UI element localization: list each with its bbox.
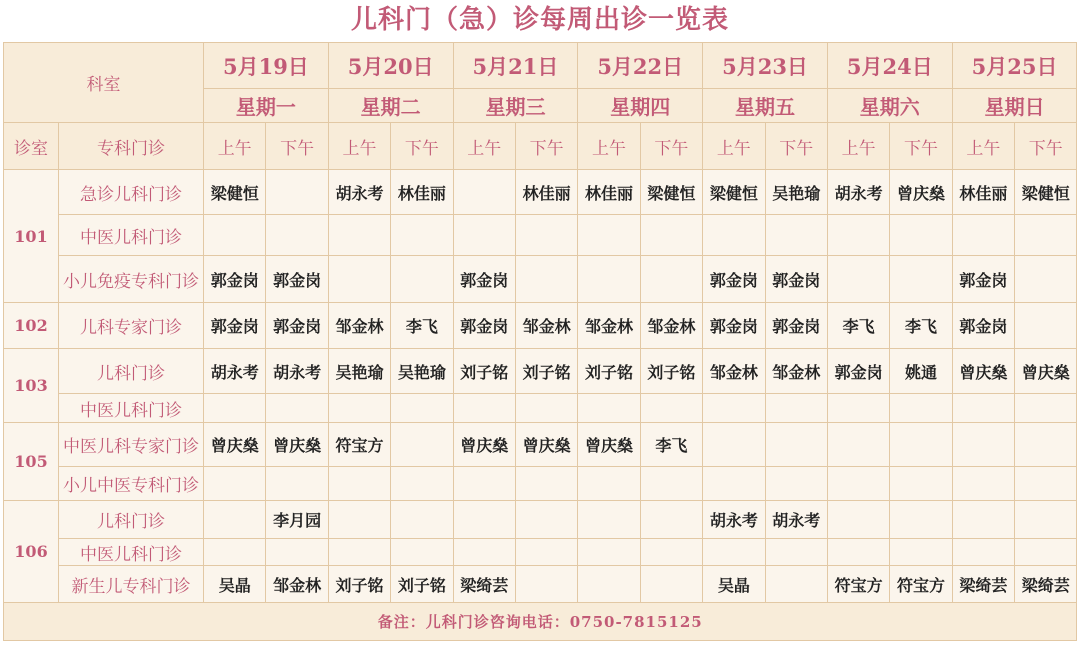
weekday-header: 星期六 [827,89,952,123]
doctor-cell [453,539,515,566]
doctor-cell [204,539,266,566]
doctor-cell: 曾庆燊 [952,349,1014,394]
clinic-name: 中医儿科门诊 [59,539,204,566]
table-row [4,303,1077,349]
table-row [4,394,1077,423]
room-number: 106 [4,501,59,603]
doctor-cell [1015,501,1077,539]
doctor-cell [703,423,765,467]
doctor-cell [1015,539,1077,566]
doctor-cell [266,170,328,215]
doctor-cell [266,467,328,501]
pm-header: 下午 [1015,123,1077,170]
doctor-cell [515,467,577,501]
doctor-cell: 曾庆燊 [1015,349,1077,394]
table-row [4,349,1077,394]
doctor-cell [890,423,952,467]
doctor-cell: 李飞 [640,423,702,467]
weekday-header: 星期一 [204,89,329,123]
doctor-cell [578,215,640,256]
doctor-cell: 林佳丽 [952,170,1014,215]
weekday-header: 星期三 [453,89,578,123]
doctor-cell [640,566,702,603]
doctor-cell [266,394,328,423]
doctor-cell: 林佳丽 [391,170,453,215]
doctor-cell: 吴艳瑜 [391,349,453,394]
doctor-cell: 胡永考 [827,170,889,215]
doctor-cell: 李飞 [391,303,453,349]
doctor-cell [328,215,390,256]
doctor-cell: 邹金林 [515,303,577,349]
pm-header: 下午 [890,123,952,170]
doctor-cell [328,501,390,539]
pm-header: 下午 [391,123,453,170]
doctor-cell: 刘子铭 [515,349,577,394]
doctor-cell: 郭金岗 [952,256,1014,303]
doctor-cell [266,215,328,256]
doctor-cell: 曾庆燊 [578,423,640,467]
specialty-header: 专科门诊 [59,123,204,170]
doctor-cell: 李飞 [890,303,952,349]
doctor-cell [827,539,889,566]
clinic-name: 儿科门诊 [59,501,204,539]
pm-header: 下午 [515,123,577,170]
doctor-cell [266,539,328,566]
am-header: 上午 [703,123,765,170]
doctor-cell [328,256,390,303]
table-row [4,566,1077,603]
doctor-cell: 郭金岗 [204,303,266,349]
doctor-cell [578,501,640,539]
doctor-cell [640,256,702,303]
doctor-cell [952,539,1014,566]
clinic-name: 小儿免疫专科门诊 [59,256,204,303]
doctor-cell [453,394,515,423]
doctor-cell: 曾庆燊 [266,423,328,467]
doctor-cell [703,215,765,256]
doctor-cell [453,501,515,539]
doctor-cell: 吴晶 [204,566,266,603]
doctor-cell [391,215,453,256]
doctor-cell [391,501,453,539]
doctor-cell [952,467,1014,501]
am-header: 上午 [453,123,515,170]
doctor-cell [1015,467,1077,501]
doctor-cell: 符宝方 [890,566,952,603]
doctor-cell: 吴艳瑜 [328,349,390,394]
doctor-cell [765,566,827,603]
doctor-cell [703,539,765,566]
doctor-cell [890,394,952,423]
doctor-cell: 邹金林 [578,303,640,349]
doctor-cell: 邹金林 [266,566,328,603]
doctor-cell [765,423,827,467]
room-number: 103 [4,349,59,423]
doctor-cell [1015,303,1077,349]
clinic-name: 急诊儿科门诊 [59,170,204,215]
pm-header: 下午 [765,123,827,170]
doctor-cell: 郭金岗 [453,303,515,349]
doctor-cell: 曾庆燊 [204,423,266,467]
doctor-cell: 郭金岗 [204,256,266,303]
page-title: 儿科门（急）诊每周出诊一览表 [350,5,729,35]
doctor-cell [391,467,453,501]
doctor-cell [515,215,577,256]
doctor-cell [827,501,889,539]
doctor-cell [515,539,577,566]
doctor-cell [1015,394,1077,423]
doctor-cell: 曾庆燊 [515,423,577,467]
doctor-cell [515,566,577,603]
doctor-cell [328,467,390,501]
weekday-header: 星期二 [328,89,453,123]
doctor-cell: 曾庆燊 [453,423,515,467]
schedule-table [3,42,1077,641]
date-header: 5月25日 [952,43,1077,89]
doctor-cell [640,394,702,423]
doctor-cell: 邹金林 [640,303,702,349]
doctor-cell: 郭金岗 [266,256,328,303]
date-header: 5月20日 [328,43,453,89]
doctor-cell [391,256,453,303]
clinic-name: 儿科门诊 [59,349,204,394]
clinic-name: 新生儿专科门诊 [59,566,204,603]
doctor-cell [640,539,702,566]
doctor-cell [391,394,453,423]
doctor-cell [827,394,889,423]
doctor-cell [1015,423,1077,467]
doctor-cell [640,215,702,256]
date-header: 5月24日 [827,43,952,89]
doctor-cell: 郭金岗 [266,303,328,349]
table-row [4,256,1077,303]
doctor-cell [578,256,640,303]
date-header: 5月19日 [204,43,329,89]
doctor-cell: 刘子铭 [453,349,515,394]
doctor-cell: 刘子铭 [578,349,640,394]
doctor-cell [890,467,952,501]
doctor-cell: 梁健恒 [1015,170,1077,215]
doctor-cell [578,566,640,603]
doctor-cell [827,256,889,303]
doctor-cell [515,256,577,303]
room-number: 102 [4,303,59,349]
clinic-name: 中医儿科门诊 [59,215,204,256]
doctor-cell [453,170,515,215]
doctor-cell [890,215,952,256]
doctor-cell: 吴晶 [703,566,765,603]
footer-note: 备注：儿科门诊咨询电话：0750-7815125 [4,603,1077,641]
doctor-cell [952,423,1014,467]
doctor-cell: 郭金岗 [453,256,515,303]
doctor-cell: 梁绮芸 [453,566,515,603]
am-header: 上午 [827,123,889,170]
table-row [4,423,1077,467]
doctor-cell [578,467,640,501]
room-number: 105 [4,423,59,501]
clinic-name: 儿科专家门诊 [59,303,204,349]
doctor-cell: 郭金岗 [765,303,827,349]
doctor-cell [328,394,390,423]
doctor-cell [952,394,1014,423]
doctor-cell [204,467,266,501]
table-row [4,467,1077,501]
doctor-cell: 梁健恒 [640,170,702,215]
weekday-header: 星期四 [578,89,703,123]
doctor-cell [328,539,390,566]
doctor-cell [890,539,952,566]
doctor-cell: 符宝方 [328,423,390,467]
am-header: 上午 [328,123,390,170]
doctor-cell: 郭金岗 [765,256,827,303]
doctor-cell [640,501,702,539]
am-header: 上午 [578,123,640,170]
doctor-cell: 李月园 [266,501,328,539]
doctor-cell: 胡永考 [328,170,390,215]
room-number: 101 [4,170,59,303]
doctor-cell: 李飞 [827,303,889,349]
clinic-name: 中医儿科门诊 [59,394,204,423]
doctor-cell [890,501,952,539]
doctor-cell [703,467,765,501]
doctor-cell: 胡永考 [765,501,827,539]
doctor-cell [578,394,640,423]
doctor-cell: 郭金岗 [703,303,765,349]
doctor-cell: 胡永考 [266,349,328,394]
pm-header: 下午 [266,123,328,170]
doctor-cell: 吴艳瑜 [765,170,827,215]
doctor-cell [765,394,827,423]
doctor-cell [515,501,577,539]
room-header: 诊室 [4,123,59,170]
doctor-cell: 曾庆燊 [890,170,952,215]
doctor-cell [391,423,453,467]
doctor-cell [765,539,827,566]
table-row [4,539,1077,566]
doctor-cell [952,215,1014,256]
doctor-cell: 刘子铭 [640,349,702,394]
department-header: 科室 [4,43,204,123]
doctor-cell [453,467,515,501]
doctor-cell [515,394,577,423]
doctor-cell: 梁健恒 [703,170,765,215]
doctor-cell: 刘子铭 [328,566,390,603]
doctor-cell: 梁健恒 [204,170,266,215]
doctor-cell: 林佳丽 [515,170,577,215]
doctor-cell: 梁绮芸 [952,566,1014,603]
doctor-cell [827,423,889,467]
am-header: 上午 [204,123,266,170]
doctor-cell: 郭金岗 [703,256,765,303]
date-header: 5月21日 [453,43,578,89]
doctor-cell: 梁绮芸 [1015,566,1077,603]
doctor-cell: 邹金林 [765,349,827,394]
doctor-cell [765,215,827,256]
doctor-cell [890,256,952,303]
doctor-cell: 刘子铭 [391,566,453,603]
doctor-cell: 胡永考 [204,349,266,394]
weekday-header: 星期五 [703,89,828,123]
weekday-header: 星期日 [952,89,1077,123]
doctor-cell [578,539,640,566]
doctor-cell [453,215,515,256]
doctor-cell [640,467,702,501]
doctor-cell [204,394,266,423]
doctor-cell [827,215,889,256]
clinic-name: 小儿中医专科门诊 [59,467,204,501]
doctor-cell: 邹金林 [703,349,765,394]
doctor-cell [765,467,827,501]
table-row [4,501,1077,539]
doctor-cell: 邹金林 [328,303,390,349]
doctor-cell: 郭金岗 [827,349,889,394]
doctor-cell: 姚通 [890,349,952,394]
doctor-cell [204,501,266,539]
doctor-cell: 郭金岗 [952,303,1014,349]
doctor-cell: 胡永考 [703,501,765,539]
doctor-cell [1015,215,1077,256]
doctor-cell: 符宝方 [827,566,889,603]
doctor-cell: 林佳丽 [578,170,640,215]
table-row [4,215,1077,256]
pm-header: 下午 [640,123,702,170]
doctor-cell [827,467,889,501]
clinic-name: 中医儿科专家门诊 [59,423,204,467]
doctor-cell [952,501,1014,539]
table-row [4,170,1077,215]
doctor-cell [391,539,453,566]
doctor-cell [703,394,765,423]
date-header: 5月22日 [578,43,703,89]
doctor-cell [204,215,266,256]
date-header: 5月23日 [703,43,828,89]
am-header: 上午 [952,123,1014,170]
doctor-cell [1015,256,1077,303]
